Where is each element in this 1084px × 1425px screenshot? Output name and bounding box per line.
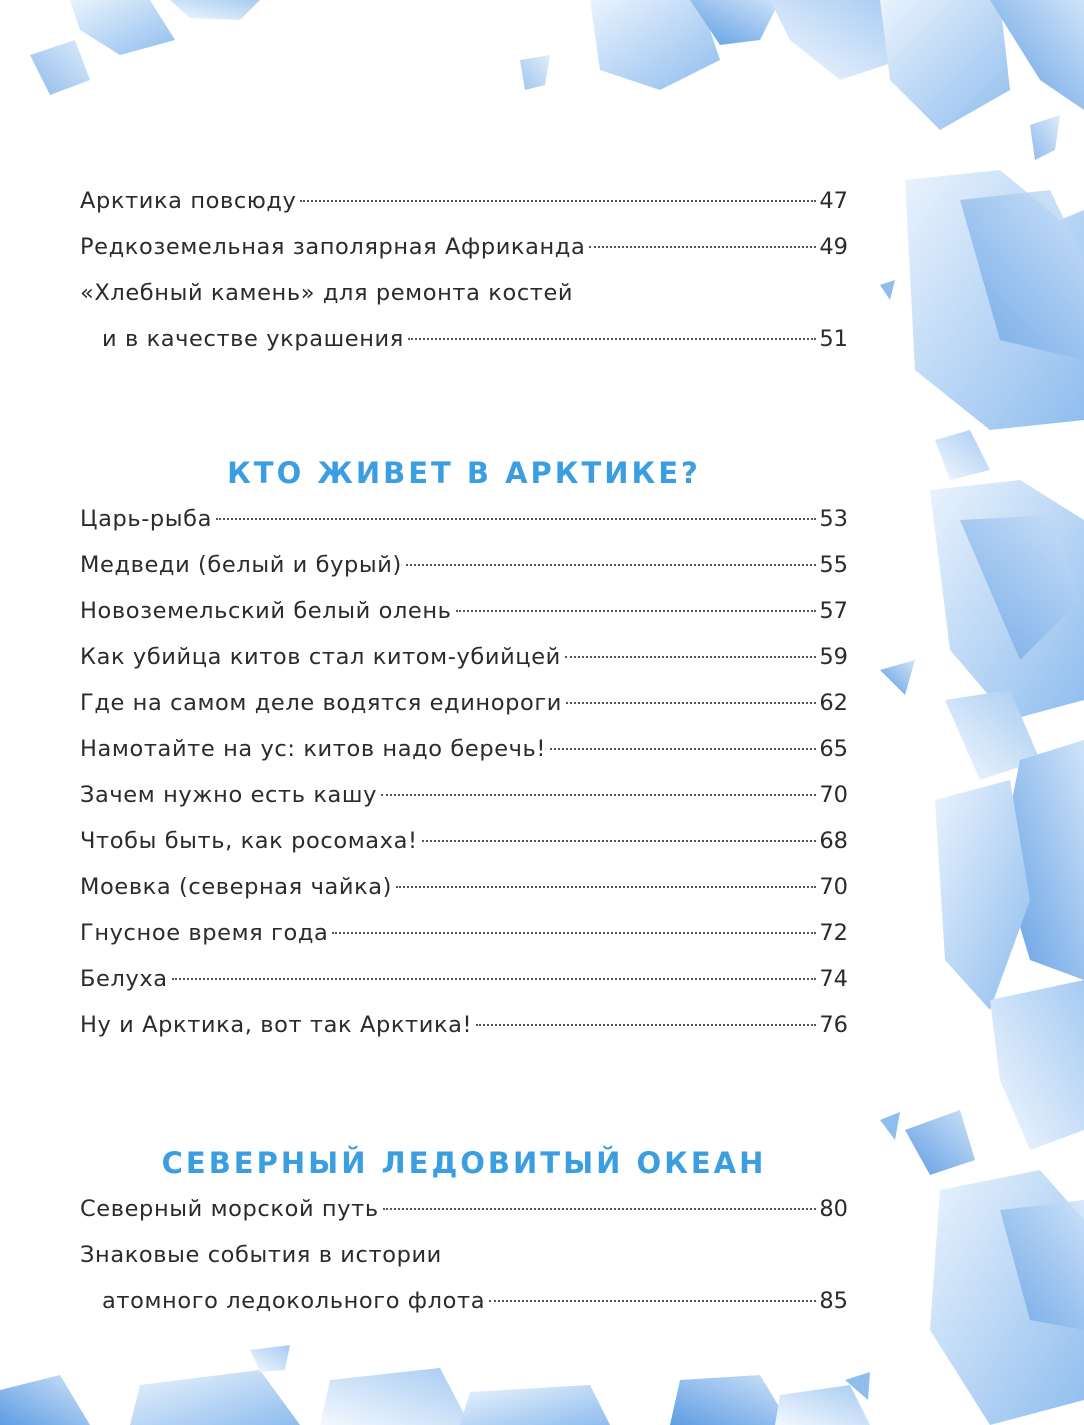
toc-entry[interactable] <box>80 496 848 542</box>
toc-entry[interactable] <box>80 864 848 910</box>
toc-entry-continuation[interactable] <box>80 316 848 362</box>
section-title: КТО ЖИВЕТ В АРКТИКЕ? <box>227 456 701 490</box>
toc-entry-page: 55 <box>819 552 848 578</box>
toc-entry-title: Медведи (белый и бурый) <box>80 552 402 578</box>
toc-entry-page: 70 <box>819 782 848 808</box>
leader-dots <box>332 932 816 934</box>
toc-entry[interactable] <box>80 634 848 680</box>
toc-entry-first-line[interactable] <box>80 1232 848 1278</box>
toc-entry-title: Редкоземельная заполярная Африканда <box>80 234 586 260</box>
toc-entry-title: Ну и Арктика, вот так Арктика! <box>80 1012 473 1038</box>
toc-entry-page: 85 <box>819 1288 848 1314</box>
toc-entry-title: Знаковые события в истории <box>80 1242 442 1268</box>
toc-entry-page: 70 <box>819 874 848 900</box>
leader-dots <box>566 702 816 704</box>
toc-entry-title: Арктика повсюду <box>80 188 297 214</box>
toc-entry-page: 62 <box>819 690 848 716</box>
toc-entry-title: Намотайте на ус: китов надо беречь! <box>80 736 547 762</box>
leader-dots <box>565 656 816 658</box>
toc-entry-title: Новоземельский белый олень <box>80 598 452 624</box>
toc-entry[interactable] <box>80 956 848 1002</box>
toc-entry-page: 80 <box>819 1196 848 1222</box>
toc-entry-title: атомного ледокольного флота <box>102 1288 486 1314</box>
leader-dots <box>489 1300 816 1302</box>
leader-dots <box>300 200 816 202</box>
toc-entry-continuation[interactable] <box>80 1278 848 1324</box>
toc-entry-title: и в качестве украшения <box>102 326 404 352</box>
toc-section-3 <box>80 1140 848 1324</box>
toc-entry-page: 68 <box>819 828 848 854</box>
toc-entry[interactable] <box>80 542 848 588</box>
toc-entry-title: Моевка (северная чайка) <box>80 874 393 900</box>
toc-entry-page: 72 <box>819 920 848 946</box>
leader-dots <box>589 246 816 248</box>
leader-dots <box>406 564 816 566</box>
leader-dots <box>422 840 817 842</box>
section-title: СЕВЕРНЫЙ ЛЕДОВИТЫЙ ОКЕАН <box>161 1146 767 1180</box>
leader-dots <box>381 794 816 796</box>
toc-entry-page: 49 <box>819 234 848 260</box>
toc-entry-page: 76 <box>819 1012 848 1038</box>
toc-entry-page: 65 <box>819 736 848 762</box>
toc-entry-page: 47 <box>819 188 848 214</box>
toc-entry-title: Зачем нужно есть кашу <box>80 782 378 808</box>
toc-entry[interactable] <box>80 772 848 818</box>
toc-entry-title: Белуха <box>80 966 168 992</box>
toc-entry-title: Царь-рыба <box>80 506 213 532</box>
leader-dots <box>408 338 816 340</box>
toc-entry-title: Где на самом деле водятся единороги <box>80 690 562 716</box>
toc-entry[interactable] <box>80 1186 848 1232</box>
toc-section-1 <box>80 178 848 362</box>
toc-entry-page: 51 <box>819 326 848 352</box>
toc-entry-page: 74 <box>819 966 848 992</box>
toc-entry[interactable] <box>80 910 848 956</box>
toc-entry[interactable] <box>80 1002 848 1048</box>
leader-dots <box>456 610 817 612</box>
toc-entry[interactable] <box>80 680 848 726</box>
toc-entry-title: «Хлебный камень» для ремонта костей <box>80 280 574 306</box>
leader-dots <box>550 748 816 750</box>
toc-entry-title: Чтобы быть, как росомаха! <box>80 828 418 854</box>
leader-dots <box>383 1208 817 1210</box>
leader-dots <box>396 886 816 888</box>
toc-entry-first-line[interactable] <box>80 270 848 316</box>
toc-entry[interactable] <box>80 588 848 634</box>
leader-dots <box>216 518 816 520</box>
leader-dots <box>172 978 817 980</box>
toc-entry-page: 53 <box>819 506 848 532</box>
toc-section-2 <box>80 450 848 1048</box>
toc-entry[interactable] <box>80 726 848 772</box>
toc-entry-page: 57 <box>819 598 848 624</box>
toc-entry[interactable] <box>80 178 848 224</box>
toc-entry-title: Гнусное время года <box>80 920 329 946</box>
toc-entry-title: Как убийца китов стал китом-убийцей <box>80 644 561 670</box>
toc-entry[interactable] <box>80 818 848 864</box>
toc-entry[interactable] <box>80 224 848 270</box>
toc-entry-page: 59 <box>819 644 848 670</box>
toc-entry-title: Северный морской путь <box>80 1196 379 1222</box>
leader-dots <box>476 1024 816 1026</box>
